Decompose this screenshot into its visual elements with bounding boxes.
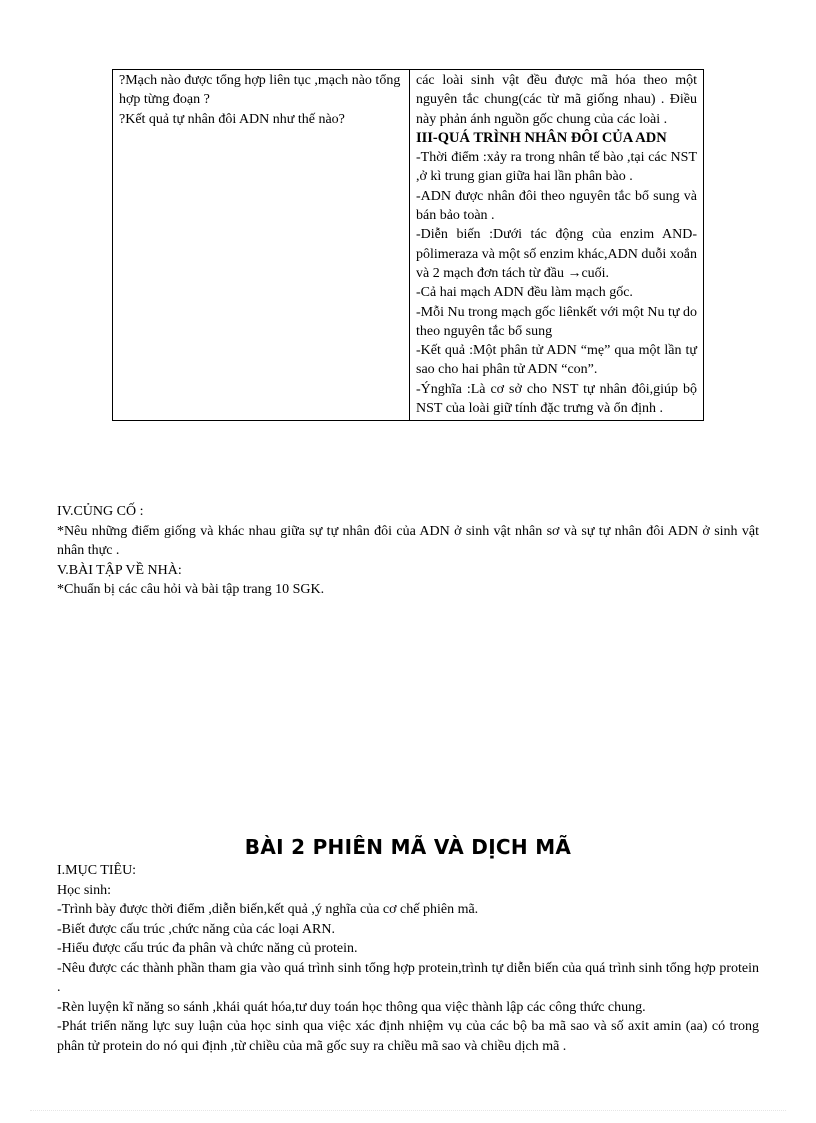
table-row [113, 70, 704, 421]
questions-cell [113, 70, 410, 421]
content-point: -Ýnghĩa :Là cơ sở cho NST tự nhân đôi,giúp bộ NST của loài giữ tính đặc trưng và ổn định . [416, 381, 697, 417]
content-point: -Mỗi Nu trong mạch gốc liênkết với một Nu tự do theo nguyên tắc bổ sung [416, 304, 697, 339]
consolidation-text: *Nêu những điểm giống và khác nhau giữa sự tự nhân đôi của ADN ở sinh vật nhân sơ và sự tự nhân đôi ADN ở sinh vật nhân thực . [57, 523, 759, 558]
content-point: -ADN được nhân đôi theo nguyên tắc bổ sung và bán bảo toàn . [416, 188, 697, 224]
page-bottom-divider [30, 1110, 786, 1111]
objective-item: -Trình bày được thời điểm ,diễn biến,kết quả ,ý nghĩa của cơ chế phiên mã. [57, 902, 479, 917]
question-line: ?Mạch nào được tổng hợp liên tục ,mạch nào tổng hợp từng đoạn ? [119, 73, 401, 108]
objective-item: -Rèn luyện kĩ năng so sánh ,khái quát hóa,tư duy toán học thông qua việc thành lập các công thức chung. [57, 999, 646, 1015]
question-line: ?Kết quả tự nhân đôi ADN như thế nào? [119, 111, 345, 127]
objectives-heading: I.MỤC TIÊU: [57, 863, 137, 878]
lesson-title: BÀI 2 PHIÊN MÃ VÀ DỊCH MÃ [244, 835, 572, 859]
homework-heading: V.BÀI TẬP VỀ NHÀ: [57, 562, 182, 578]
objective-item: -Hiểu được cấu trúc đa phân và chức năng củ protein. [57, 941, 358, 956]
content-point: -Thời điểm :xảy ra trong nhân tế bào ,tại các NST ,ở kì trung gian giữa hai lần phân bào . [416, 150, 697, 185]
content-point: -Diễn biến :Dưới tác động của enzim AND-pôlimeraza và một số enzim khác,ADN duỗi xoắn và 2 mạch đơn tách từ đầu →cuối. [416, 227, 697, 281]
intro-paragraph: các loài sinh vật đều được mã hóa theo một nguyên tắc chung(các từ mã giống nhau) . Điều này phản ánh nguồn gốc chung của các loài . [416, 73, 697, 127]
objective-item: -Nêu được các thành phần tham gia vào quá trình sinh tổng hợp protein,trình tự diễn biến của quá trình sinh tổng hợp protein . [57, 960, 759, 995]
homework-text: *Chuẩn bị các câu hỏi và bài tập trang 10 SGK. [57, 582, 325, 597]
section-heading: III-QUÁ TRÌNH NHÂN ĐÔI CỦA ADN [416, 129, 667, 146]
consolidation-heading: IV.CỦNG CỐ : [57, 504, 144, 519]
objectives-section [57, 861, 759, 1056]
students-label: Học sinh: [57, 882, 112, 898]
content-point: -Cả hai mạch ADN đều làm mạch gốc. [416, 285, 633, 301]
content-cell [410, 70, 704, 421]
objective-item: -Biết được cấu trúc ,chức năng của các loại ARN. [57, 921, 335, 937]
objective-item: -Phát triển năng lực suy luận của học sinh qua việc xác định nhiệm vụ của các bộ ba mã sao và số axit amin (aa) có trong phân tử protein do nó qui định ,từ chiều của mã gốc suy ra chiều mã sao và chiều dịch mã . [57, 1019, 759, 1054]
consolidation-section [57, 502, 759, 600]
lesson-table [112, 69, 704, 421]
content-point: -Kết quả :Một phân tử ADN “mẹ” qua một lần tự sao cho hai phân tử ADN “con”. [416, 343, 697, 378]
